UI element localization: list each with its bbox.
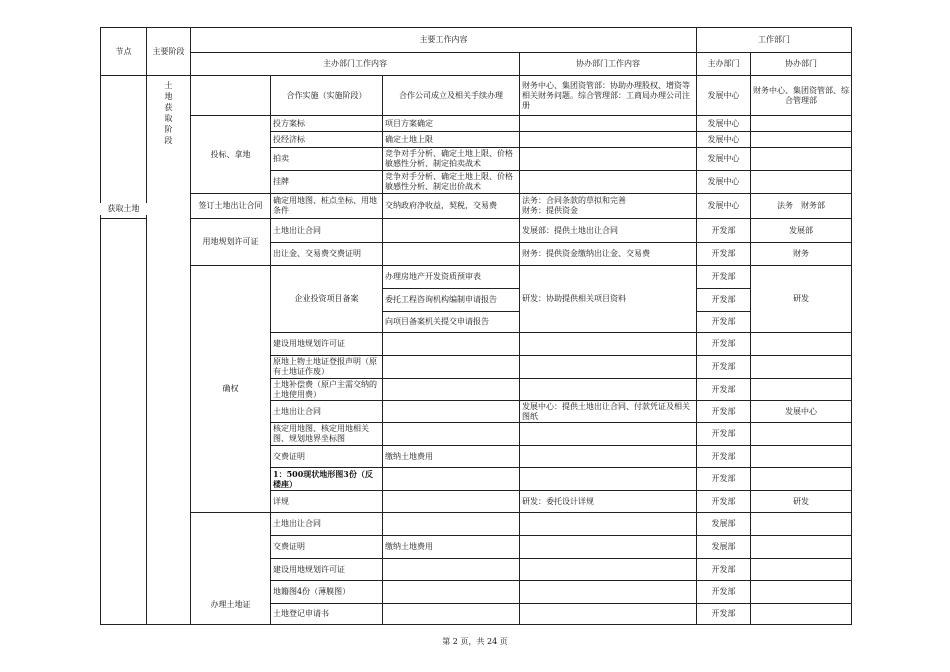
node-cell-top: [101, 76, 147, 219]
header-host-dept: 主办部门: [697, 53, 751, 76]
land-acquisition-table: [100, 27, 852, 625]
co-cell: [751, 581, 852, 604]
host-cell: 开发部: [697, 423, 751, 446]
assist-cell: 发展部：提供土地出让合同: [520, 219, 697, 243]
detail-cell: [383, 379, 520, 401]
group-cert: [191, 513, 271, 625]
task-cell: 合作实施（实施阶段）: [271, 76, 383, 116]
assist-cell: 发展中心：提供土地出让合同、付款凭证及相关图纸: [520, 401, 697, 423]
assist-cell: [520, 171, 697, 194]
detail-cell: [383, 604, 520, 625]
host-cell: 开发部: [697, 604, 751, 625]
detail-cell: [383, 243, 520, 266]
host-cell: 开发部: [697, 401, 751, 423]
group-bid: 投标、拿地: [191, 116, 271, 194]
assist-cell: [520, 446, 697, 468]
host-cell: 开发部: [697, 356, 751, 379]
task-cell: 土地登记申请书: [271, 604, 383, 625]
task-cell: 1：500现状地形图3份（反楼座）: [271, 468, 383, 491]
task-cell: 地籍图4份（薄膜图）: [271, 581, 383, 604]
detail-cell: 办理房地产开发资质预审表: [383, 266, 520, 289]
task-cell: 出让金、交易费交费证明: [271, 243, 383, 266]
detail-cell: 合作公司成立及相关手续办理: [383, 76, 520, 116]
detail-cell: 交纳政府净收益，契税，交易费: [383, 194, 520, 219]
assist-cell: [520, 333, 697, 356]
task-cell: 建设用地规划许可证: [271, 333, 383, 356]
co-cell: 研发: [751, 491, 852, 513]
host-cell: 开发部: [697, 559, 751, 581]
co-cell: [751, 536, 852, 559]
task-cell: 土地出让合同: [271, 513, 383, 536]
detail-cell: [383, 401, 520, 423]
detail-cell: [383, 468, 520, 491]
detail-cell: [383, 491, 520, 513]
detail-cell: [383, 559, 520, 581]
host-cell: 开发部: [697, 446, 751, 468]
assist-cell: [520, 132, 697, 148]
assist-cell: 财务：提供资金缴纳出让金、交易费: [520, 243, 697, 266]
header-main-work: 主要工作内容: [191, 28, 697, 53]
host-cell: 开发部: [697, 379, 751, 401]
host-cell: 发展中心: [697, 171, 751, 194]
detail-cell: 竞争对手分析、确定土地上限、价格敏感性分析、制定拍卖战术: [383, 148, 520, 171]
host-cell: 开发部: [697, 581, 751, 604]
host-cell: 开发部: [697, 468, 751, 491]
assist-cell: [520, 513, 697, 536]
host-cell: 发展中心: [697, 76, 751, 116]
co-cell: [751, 379, 852, 401]
group-permit: 用地规划许可证: [191, 219, 271, 266]
group-confirm: 确权: [191, 266, 271, 513]
assist-cell: [520, 559, 697, 581]
header-work-dept: 工作部门: [697, 28, 852, 53]
detail-cell: [383, 513, 520, 536]
host-cell: 发展部: [697, 513, 751, 536]
co-cell: [751, 132, 852, 148]
assist-cell: 研发：委托设计详规: [520, 491, 697, 513]
detail-cell: 委托工程咨询机构编制申请报告: [383, 289, 520, 312]
detail-cell: 缴纳土地费用: [383, 536, 520, 559]
detail-cell: 确定土地上限: [383, 132, 520, 148]
task-cell: 原地上物土地证登报声明（原有土地证作废）: [271, 356, 383, 379]
co-cell: [751, 356, 852, 379]
co-cell: [751, 171, 852, 194]
co-cell: [751, 559, 852, 581]
co-cell: [751, 446, 852, 468]
detail-cell: [383, 333, 520, 356]
host-cell: 开发部: [697, 312, 751, 333]
task-cell: 确定用地图、桩点坐标、用地条件: [271, 194, 383, 219]
page-footer: 第 2 页，共 24 页: [442, 637, 508, 646]
task-cell: 交费证明: [271, 536, 383, 559]
co-cell: 发展中心: [751, 401, 852, 423]
host-cell: 开发部: [697, 266, 751, 289]
assist-cell: [520, 536, 697, 559]
co-cell: 研发: [751, 266, 852, 333]
host-cell: 开发部: [697, 289, 751, 312]
host-cell: 开发部: [697, 491, 751, 513]
task-cell: 企业投资项目备案: [271, 266, 383, 333]
co-cell: [751, 604, 852, 625]
header-node: 节点: [101, 28, 147, 76]
task-cell: 土地补偿费（原户主需交纳的土地使用费）: [271, 379, 383, 401]
task-cell: 投方案标: [271, 116, 383, 132]
co-cell: [751, 513, 852, 536]
co-cell: [751, 148, 852, 171]
detail-cell: 竞争对手分析、确定土地上限、价格敏感性分析、制定出价战术: [383, 171, 520, 194]
task-cell: 土地出让合同: [271, 401, 383, 423]
assist-cell: [520, 604, 697, 625]
group-empty: [191, 76, 271, 116]
node-cell-main: [101, 219, 147, 625]
task-cell: 土地出让合同: [271, 219, 383, 243]
group-sign: 签订土地出让合同: [191, 194, 271, 219]
detail-cell: [383, 423, 520, 446]
host-cell: 发展中心: [697, 116, 751, 132]
task-cell: 核定用地图、核定用地相关图、规划地界坐标图: [271, 423, 383, 446]
co-cell: [751, 333, 852, 356]
co-cell: 财务: [751, 243, 852, 266]
assist-cell: [520, 423, 697, 446]
assist-cell: [520, 379, 697, 401]
co-cell: [751, 423, 852, 446]
host-cell: 开发部: [697, 333, 751, 356]
host-cell: 开发部: [697, 243, 751, 266]
task-cell: 挂牌: [271, 171, 383, 194]
host-cell: 发展部: [697, 536, 751, 559]
assist-cell: [520, 148, 697, 171]
assist-cell: 法务：合同条款的草拟和完善 财务：提供资金: [520, 194, 697, 219]
detail-cell: 项目方案确定: [383, 116, 520, 132]
header-host-content: 主办部门工作内容: [191, 53, 520, 76]
detail-cell: [383, 581, 520, 604]
node-label: 获取土地: [100, 203, 147, 215]
assist-cell: 财务中心、集团资管部：协助办理股权、增资等相关财务问题。综合管理部：工商局办理公司注册: [520, 76, 697, 116]
co-cell: 财务中心、集团资管部、综合管理部: [751, 76, 852, 116]
assist-cell: [520, 356, 697, 379]
assist-cell: [520, 468, 697, 491]
task-cell: 交费证明: [271, 446, 383, 468]
detail-cell: 向项目备案机关提交申请报告: [383, 312, 520, 333]
task-cell: 详规: [271, 491, 383, 513]
co-cell: [751, 116, 852, 132]
detail-cell: [383, 219, 520, 243]
co-cell: 发展部: [751, 219, 852, 243]
host-cell: 发展中心: [697, 132, 751, 148]
detail-cell: [383, 356, 520, 379]
task-cell: 拍卖: [271, 148, 383, 171]
host-cell: 发展中心: [697, 194, 751, 219]
co-cell: 法务 财务部: [751, 194, 852, 219]
detail-cell: 缴纳土地费用: [383, 446, 520, 468]
task-cell: 建设用地规划许可证: [271, 559, 383, 581]
host-cell: 开发部: [697, 219, 751, 243]
task-cell: 投经济标: [271, 132, 383, 148]
header-assist-content: 协办部门工作内容: [520, 53, 697, 76]
assist-cell: 研发：协助提供相关项目资料: [520, 266, 697, 333]
host-cell: 发展中心: [697, 148, 751, 171]
header-main-stage: 主要阶段: [147, 28, 191, 76]
group-cert-label: 办理土地证: [210, 600, 251, 609]
assist-cell: [520, 581, 697, 604]
header-assist-dept: 协办部门: [751, 53, 852, 76]
assist-cell: [520, 116, 697, 132]
co-cell: [751, 468, 852, 491]
stage-cell: [147, 76, 191, 625]
stage-label: 土地获取阶段: [164, 81, 173, 145]
